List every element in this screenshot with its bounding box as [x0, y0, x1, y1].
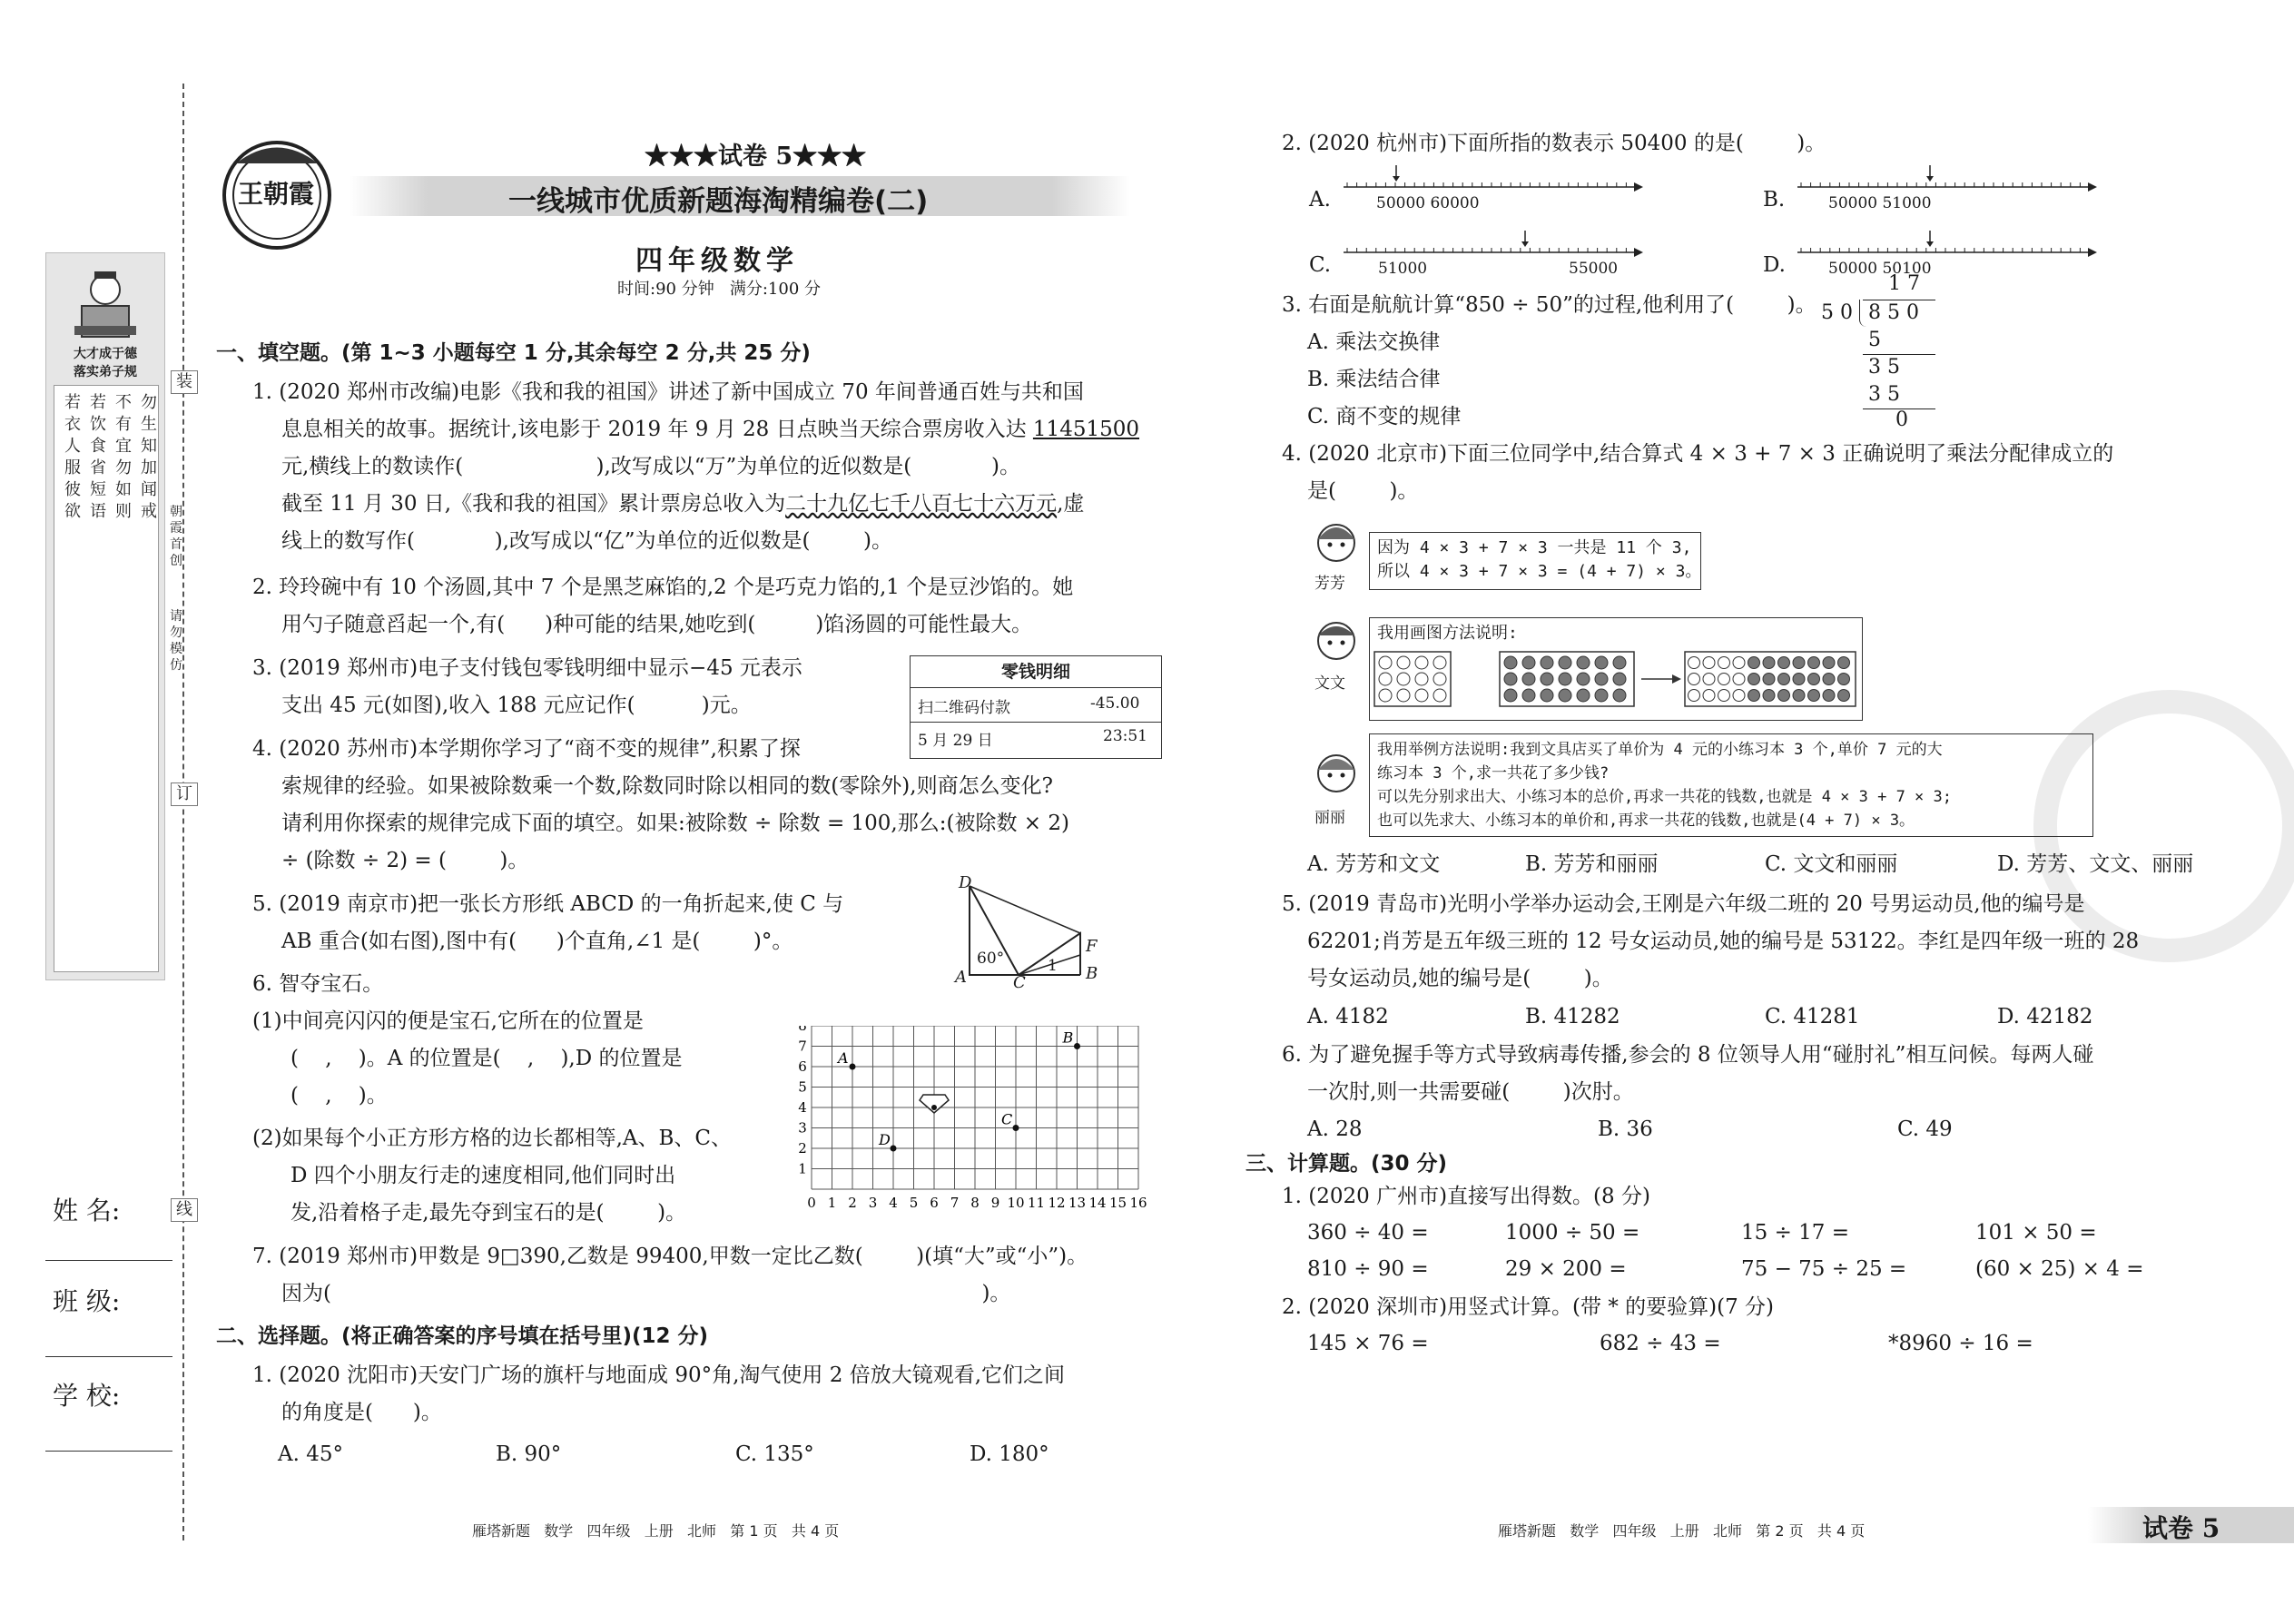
- s2q2-label-a[interactable]: A.: [1309, 188, 1331, 212]
- dot-combined: [1718, 690, 1730, 702]
- dot-filled: [1522, 656, 1535, 669]
- q1-line3: 元,横线上的数读作( ),改写成以“万”为单位的近似数是( )。: [281, 455, 1020, 478]
- dot-hollow: [1397, 689, 1410, 702]
- dot-combined: [1823, 674, 1835, 685]
- grid-point-d: [891, 1146, 897, 1152]
- q2-line1: 2. 玲玲碗中有 10 个汤圆,其中 7 个是黑芝麻馅的,2 个是巧克力馅的,1 个是豆沙馅的。她: [252, 576, 1074, 599]
- q6-line6: D 四个小朋友行走的速度相同,他们同时出: [290, 1164, 676, 1187]
- coordinate-grid: [790, 1026, 1171, 1216]
- grid-x-tick: 4: [889, 1195, 898, 1211]
- calc-r3-1: 145 × 76 =: [1307, 1332, 1429, 1355]
- pointer-arrowhead: [1521, 241, 1529, 247]
- calc-r1-1: 360 ÷ 40 =: [1307, 1221, 1429, 1245]
- s2q5-option-c[interactable]: C. 41281: [1765, 1005, 1860, 1029]
- fold-angle-60: 60°: [977, 950, 1005, 968]
- wenwen-text: 我用画图方法说明:: [1377, 624, 1518, 643]
- s2q2-label-d[interactable]: D.: [1763, 253, 1786, 277]
- lili-name: 丽丽: [1314, 809, 1345, 827]
- dot-combined: [1733, 657, 1745, 669]
- grid-y-tick: 5: [798, 1078, 807, 1096]
- calc-r3-2: 682 ÷ 43 =: [1600, 1332, 1721, 1355]
- s3q1-line: 1. (2020 广州市)直接写出得数。(8 分): [1282, 1185, 1650, 1208]
- s2q4-option-a[interactable]: A. 芳芳和文文: [1307, 852, 1441, 876]
- s2q4-line2: 是( )。: [1307, 479, 1419, 503]
- s2q3-option-c[interactable]: C. 商不变的规律: [1307, 405, 1462, 428]
- lili-text-4: 也可以先求大、小练习本的单价和,再求一共花的钱数,也就是(4 + 7) × 3。: [1377, 812, 1915, 830]
- s3q2-line: 2. (2020 深圳市)用竖式计算。(带 * 的要验算)(7 分): [1282, 1295, 1775, 1319]
- dot-hollow: [1379, 656, 1392, 669]
- calc-r2-4: (60 × 25) × 4 =: [1975, 1257, 2144, 1281]
- dot-combined: [1823, 657, 1835, 669]
- q6-line3: ( , )。A 的位置是( , ),D 的位置是: [290, 1047, 683, 1070]
- dot-filled: [1595, 689, 1608, 702]
- wenwen-dot-diagram: [1373, 648, 1859, 717]
- grid-y-tick: 3: [798, 1119, 807, 1137]
- dot-combined: [1823, 690, 1835, 702]
- grid-svg: [790, 1026, 1171, 1216]
- q5-line2: AB 重合(如右图),图中有( )个直角,∠1 是( )°。: [281, 930, 793, 953]
- dot-hollow: [1415, 656, 1428, 669]
- fangfang-avatar: [1309, 514, 1364, 568]
- dot-combined: [1748, 690, 1760, 702]
- lili-text-2: 练习本 3 个,求一共花了多少钱?: [1377, 764, 1610, 782]
- grid-y-tick: 4: [798, 1099, 807, 1116]
- dot-combined: [1838, 657, 1850, 669]
- dot-combined: [1838, 690, 1850, 702]
- calc-r2-2: 29 × 200 =: [1505, 1257, 1627, 1281]
- grid-x-tick: 12: [1048, 1195, 1066, 1211]
- dot-filled: [1541, 689, 1553, 702]
- grid-x-tick: 1: [827, 1195, 837, 1211]
- lili-avatar: [1309, 744, 1364, 799]
- wenwen-name: 文文: [1314, 674, 1345, 693]
- dot-filled: [1577, 656, 1590, 669]
- q6-line1: 6. 智夺宝石。: [252, 972, 384, 996]
- q4-line3: 请利用你探索的规律完成下面的填空。如果:被除数 ÷ 除数 = 100,那么:(被除数 × 2): [281, 812, 1069, 835]
- s2q3-line1: 3. 右面是航航计算“850 ÷ 50”的过程,他利用了( )。: [1282, 293, 1816, 317]
- motto-line-1: 大才成于德: [74, 347, 137, 361]
- poem-column-2: 若 饮 食 省 短 语: [90, 393, 106, 521]
- q6-line7: 发,沿着格子走,最先夺到宝石的是( )。: [290, 1201, 687, 1225]
- grid-point-a: [850, 1064, 856, 1070]
- poem-column-1: 若 衣 人 服 彼 欲: [64, 393, 81, 521]
- s2q2-c-right: 55000: [1569, 260, 1619, 278]
- gem-point: [931, 1105, 937, 1110]
- dot-hollow: [1379, 673, 1392, 685]
- number-line-arrowhead: [1634, 182, 1643, 192]
- dot-combined: [1703, 674, 1715, 685]
- s2q1-option-d[interactable]: D. 180°: [970, 1442, 1049, 1466]
- dot-filled: [1522, 689, 1535, 702]
- s2q5-line3: 号女运动员,她的编号是( )。: [1307, 967, 1613, 990]
- s2q1-option-c[interactable]: C. 135°: [735, 1442, 814, 1466]
- s2q6-line2: 一次肘,则一共需要碰( )次肘。: [1307, 1080, 1634, 1104]
- paper-title: 一线城市优质新题海淘精编卷(二): [508, 185, 929, 218]
- wenwen-avatar: [1309, 612, 1364, 666]
- grid-x-tick: 6: [930, 1195, 939, 1211]
- wallet-table-title: 零钱明细: [1000, 662, 1070, 682]
- s2q4-line1: 4. (2020 北京市)下面三位同学中,结合算式 4 × 3 + 7 × 3 正确说明了乘法分配律成立的: [1282, 442, 2114, 466]
- grid-point-c: [1013, 1125, 1019, 1131]
- wallet-row-divider: [911, 722, 1161, 723]
- s2q6-option-a[interactable]: A. 28: [1307, 1117, 1363, 1141]
- q1-line1: 1. (2020 郑州市改编)电影《我和我的祖国》讲述了新中国成立 70 年间普通百姓与共和国: [252, 380, 1084, 404]
- dot-hollow: [1415, 689, 1428, 702]
- dot-hollow: [1397, 656, 1410, 669]
- dot-combined: [1689, 690, 1700, 702]
- s2q2-b-ticks: 50000 51000: [1828, 194, 1932, 212]
- diagram-arrowhead: [1672, 674, 1681, 684]
- division-divisor: 5 0: [1821, 301, 1853, 324]
- paper-tag: ★★★试卷 5★★★: [645, 143, 867, 171]
- seal-label-1: 装: [171, 370, 198, 394]
- dot-combined: [1778, 657, 1790, 669]
- wallet-row2-time: 23:51: [1103, 727, 1147, 745]
- dot-combined: [1689, 674, 1700, 685]
- section3-heading: 三、计算题。(30 分): [1245, 1152, 1448, 1176]
- stamp-original: 朝 霞 首 创: [170, 505, 182, 568]
- dot-combined: [1718, 657, 1730, 669]
- dot-combined: [1793, 690, 1805, 702]
- dot-filled: [1559, 689, 1571, 702]
- grid-x-tick: 13: [1068, 1195, 1087, 1211]
- calc-r1-2: 1000 ÷ 50 =: [1505, 1221, 1640, 1245]
- school-field[interactable]: [45, 1451, 172, 1452]
- grid-y-tick: 8: [798, 1026, 807, 1034]
- grid-y-tick: 7: [798, 1038, 807, 1055]
- dot-filled: [1595, 656, 1608, 669]
- dot-combined: [1733, 690, 1745, 702]
- division-step3: 3 5: [1868, 383, 1900, 406]
- s2q4-option-b[interactable]: B. 芳芳和丽丽: [1525, 852, 1659, 876]
- q4-line2: 索规律的经验。如果被除数乘一个数,除数同时除以相同的数(零除外),则商怎么变化?: [281, 774, 1053, 798]
- s2q2-number-lines: [1307, 162, 2170, 280]
- grid-point-label-a: A: [838, 1049, 849, 1067]
- dot-hollow: [1397, 673, 1410, 685]
- wallet-table: [910, 655, 1162, 759]
- dot-filled: [1577, 689, 1590, 702]
- stamp-no-copy: 请 勿 模 仿: [170, 609, 182, 673]
- dot-combined: [1778, 674, 1790, 685]
- grid-x-tick: 2: [848, 1195, 857, 1211]
- dot-filled: [1541, 673, 1553, 685]
- wallet-row1-amount: -45.00: [1090, 694, 1140, 713]
- dot-combined: [1793, 657, 1805, 669]
- grid-x-tick: 0: [807, 1195, 816, 1211]
- s2q5-option-a[interactable]: A. 4182: [1307, 1005, 1389, 1029]
- division-step1: 5: [1868, 329, 1881, 351]
- calc-r2-3: 75 − 75 ÷ 25 =: [1741, 1257, 1907, 1281]
- grid-point-label-d: D: [879, 1131, 891, 1148]
- dot-filled: [1613, 656, 1626, 669]
- dot-combined: [1778, 690, 1790, 702]
- dot-combined: [1689, 657, 1700, 669]
- section2-heading: 二、选择题。(将正确答案的序号填在括号里)(12 分): [216, 1324, 709, 1348]
- scholar-illustration: [69, 262, 142, 344]
- lili-text-1: 我用举例方法说明:我到文具店买了单价为 4 元的小练习本 3 个,单价 7 元的大: [1377, 741, 1943, 759]
- s2q3-option-a[interactable]: A. 乘法交换律: [1307, 330, 1441, 354]
- calc-r2-1: 810 ÷ 90 =: [1307, 1257, 1429, 1281]
- pointer-arrowhead: [1926, 176, 1934, 182]
- long-division: [1816, 272, 1943, 436]
- dot-filled: [1559, 656, 1571, 669]
- s2q1-line1: 1. (2020 沈阳市)天安门广场的旗杆与地面成 90°角,淘气使用 2 倍放大镜观看,它们之间: [252, 1363, 1066, 1387]
- school-label: 学 校:: [53, 1381, 121, 1411]
- poem-column-4: 勿 生 知 加 闻 戒: [141, 393, 157, 521]
- grid-y-tick: 1: [798, 1160, 807, 1177]
- fold-label-A: A: [955, 968, 967, 987]
- s2q6-option-b[interactable]: B. 36: [1598, 1117, 1653, 1141]
- dot-combined: [1808, 674, 1820, 685]
- division-quotient: 1 7: [1888, 272, 1920, 295]
- calc-r1-3: 15 ÷ 17 =: [1741, 1221, 1850, 1245]
- grid-x-tick: 16: [1129, 1195, 1147, 1211]
- q6-line4: ( , )。: [290, 1084, 388, 1107]
- dot-combined: [1733, 674, 1745, 685]
- dot-hollow: [1379, 689, 1392, 702]
- grid-x-tick: 15: [1108, 1195, 1127, 1211]
- calc-r1-4: 101 × 50 =: [1975, 1221, 2097, 1245]
- dot-filled: [1522, 673, 1535, 685]
- pointer-arrowhead: [1926, 241, 1934, 247]
- fold-label-F: F: [1086, 937, 1098, 956]
- footer-left: 雁塔新题 数学 四年级 上册 北师 第 1 页 共 4 页: [472, 1522, 840, 1540]
- class-field[interactable]: [45, 1356, 172, 1357]
- dot-combined: [1703, 690, 1715, 702]
- division-rule1: [1863, 354, 1935, 355]
- fangfang-text-2: 所以 4 × 3 + 7 × 3 = (4 + 7) × 3。: [1377, 562, 1702, 581]
- division-remainder: 0: [1895, 408, 1908, 431]
- s2q1-option-a[interactable]: A. 45°: [278, 1442, 343, 1466]
- s2q1-option-b[interactable]: B. 90°: [496, 1442, 562, 1466]
- q1-line2: 息息相关的故事。据统计,该电影于 2019 年 9 月 28 日点映当天综合票房收入达 11451500: [281, 418, 1139, 441]
- s2q1-line2: 的角度是( )。: [281, 1401, 442, 1424]
- s2q2-label-b[interactable]: B.: [1763, 188, 1786, 212]
- q2-line2: 用勺子随意舀起一个,有( )种可能的结果,她吃到( )馅汤圆的可能性最大。: [281, 613, 1033, 636]
- division-step2: 3 5: [1868, 356, 1900, 379]
- q5-line1: 5. (2019 南京市)把一张长方形纸 ABCD 的一角折起来,使 C 与: [252, 892, 844, 916]
- grid-point-label-b: B: [1062, 1029, 1074, 1047]
- wallet-table-divider: [911, 687, 1161, 688]
- dot-combined: [1748, 674, 1760, 685]
- brand-logo-text: 王朝霞: [238, 179, 315, 209]
- dot-combined: [1808, 690, 1820, 702]
- fangfang-name: 芳芳: [1314, 575, 1345, 593]
- number-line-arrowhead: [2088, 248, 2097, 257]
- q7-line2: 因为( )。: [281, 1282, 1011, 1305]
- grid-y-tick: 2: [798, 1140, 807, 1156]
- s2q2-a-ticks: 50000 60000: [1376, 194, 1480, 212]
- lili-text-3: 可以先分别求出大、小练习本的总价,再求一共花的钱数,也就是 4 × 3 + 7 × 3;: [1377, 788, 1952, 806]
- dot-combined: [1763, 690, 1775, 702]
- fold-figure: [953, 873, 1108, 992]
- q3-line2: 支出 45 元(如图),收入 188 元应记作( )元。: [281, 694, 752, 717]
- dot-hollow: [1415, 673, 1428, 685]
- dot-filled: [1559, 673, 1571, 685]
- seal-label-3: 线: [171, 1198, 198, 1222]
- grid-x-tick: 8: [970, 1195, 980, 1211]
- dot-combined: [1748, 657, 1760, 669]
- grid-point-b: [1074, 1043, 1080, 1049]
- q6-line2: (1)中间亮闪闪的便是宝石,它所在的位置是: [252, 1009, 644, 1033]
- s2q2-d-ticks: 50000 50100: [1828, 260, 1932, 278]
- grid-x-tick: 5: [909, 1195, 919, 1211]
- dot-filled: [1577, 673, 1590, 685]
- dot-combined: [1808, 657, 1820, 669]
- dot-hollow: [1433, 689, 1446, 702]
- lili-speech: [1369, 733, 2093, 837]
- dot-filled: [1595, 673, 1608, 685]
- s2q5-line1: 5. (2019 青岛市)光明小学举办运动会,王刚是六年级二班的 20 号男运动员,他的编号是: [1282, 892, 2085, 916]
- s2q2-label-c[interactable]: C.: [1309, 253, 1332, 277]
- fangfang-speech: [1369, 532, 1701, 590]
- wallet-row1-label: 扫二维码付款: [918, 699, 1010, 717]
- binding-dashed-line: [182, 84, 184, 1540]
- section1-heading: 一、填空题。(第 1~3 小题每空 1 分,其余每空 2 分,共 25 分): [216, 341, 811, 365]
- grid-x-tick: 10: [1007, 1195, 1025, 1211]
- dot-combined: [1763, 657, 1775, 669]
- grid-point-label-c: C: [1001, 1110, 1013, 1128]
- dot-combined: [1838, 674, 1850, 685]
- name-field[interactable]: [45, 1260, 172, 1261]
- dot-hollow: [1433, 656, 1446, 669]
- grid-x-tick: 14: [1088, 1195, 1107, 1211]
- q6-line5: (2)如果每个小正方形方格的边长都相等,A、B、C、: [252, 1127, 733, 1150]
- q7-line1: 7. (2019 郑州市)甲数是 9□390,乙数是 99400,甲数一定比乙数( )(填“大”或“小”)。: [252, 1245, 1088, 1268]
- footer-right: 雁塔新题 数学 四年级 上册 北师 第 2 页 共 4 页: [1498, 1522, 1866, 1540]
- grid-x-tick: 9: [990, 1195, 1000, 1211]
- dot-filled: [1613, 689, 1626, 702]
- grid-x-tick: 11: [1027, 1195, 1046, 1211]
- fold-angle-1: 1: [1048, 957, 1058, 975]
- s2q6-line1: 6. 为了避免握手等方式导致病毒传播,参会的 8 位领导人用“碰肘礼”相互问候。每两人碰: [1282, 1043, 2094, 1067]
- s2q4-option-c[interactable]: C. 文文和丽丽: [1765, 852, 1898, 876]
- s2q3-option-b[interactable]: B. 乘法结合律: [1307, 368, 1441, 391]
- dot-combined: [1763, 674, 1775, 685]
- s2q5-line2: 62201;肖芳是五年级三班的 12 号女运动员,她的编号是 53122。李红是四年级一班的 28: [1307, 930, 2140, 953]
- calc-r3-3: *8960 ÷ 16 =: [1888, 1332, 2033, 1355]
- q3-line1: 3. (2019 郑州市)电子支付钱包零钱明细中显示−45 元表示: [252, 656, 802, 680]
- fold-label-B: B: [1086, 964, 1098, 983]
- dot-hollow: [1433, 673, 1446, 685]
- pointer-arrowhead: [1393, 176, 1400, 182]
- dot-filled: [1504, 673, 1517, 685]
- name-label: 姓 名:: [53, 1196, 121, 1225]
- class-label: 班 级:: [53, 1286, 121, 1316]
- dot-combined: [1703, 657, 1715, 669]
- dot-filled: [1541, 656, 1553, 669]
- number-line-arrowhead: [1634, 248, 1643, 257]
- s2q4-option-d[interactable]: D. 芳芳、文文、丽丽: [1997, 852, 2194, 876]
- dot-filled: [1613, 673, 1626, 685]
- seal-label-2: 订: [171, 782, 198, 806]
- grid-y-tick: 6: [798, 1058, 807, 1075]
- s2q2-line1: 2. (2020 杭州市)下面所指的数表示 50400 的是( )。: [1282, 132, 1826, 155]
- dot-combined: [1793, 674, 1805, 685]
- exam-meta: 时间:90 分钟 满分:100 分: [617, 280, 821, 299]
- division-dividend: 8 5 0: [1868, 301, 1919, 324]
- s2q2-c-left: 51000: [1378, 260, 1428, 278]
- s2q5-option-d[interactable]: D. 42182: [1997, 1005, 2093, 1029]
- fold-label-D: D: [959, 873, 972, 892]
- poem-column-3: 不 有 宜 勿 如 则: [115, 393, 132, 521]
- s2q6-option-c[interactable]: C. 49: [1897, 1117, 1953, 1141]
- fangfang-text-1: 因为 4 × 3 + 7 × 3 一共是 11 个 3,: [1377, 538, 1692, 557]
- wallet-row2-date: 5 月 29 日: [918, 732, 993, 750]
- dot-filled: [1504, 656, 1517, 669]
- motto-line-2: 落实弟子规: [74, 365, 137, 379]
- dot-combined: [1718, 674, 1730, 685]
- s2q5-option-b[interactable]: B. 41282: [1525, 1005, 1620, 1029]
- number-line-arrowhead: [2088, 182, 2097, 192]
- subject-title: 四年级数学: [635, 245, 799, 277]
- q4-line4: ÷ (除数 ÷ 2) = ( )。: [281, 849, 529, 872]
- q1-line4: 截至 11 月 30 日,《我和我的祖国》累计票房总收入为二十九亿七千八百七十六万元,虚: [281, 492, 1085, 516]
- dot-filled: [1504, 689, 1517, 702]
- grid-x-tick: 7: [950, 1195, 960, 1211]
- q4-line1: 4. (2020 苏州市)本学期你学习了“商不变的规律”,积累了探: [252, 737, 801, 761]
- grid-x-tick: 3: [868, 1195, 878, 1211]
- fold-label-C: C: [1013, 973, 1026, 992]
- q1-line5: 线上的数写作( ),改写成以“亿”为单位的近似数是( )。: [281, 529, 892, 553]
- footer-tag: 试卷 5: [2142, 1513, 2220, 1543]
